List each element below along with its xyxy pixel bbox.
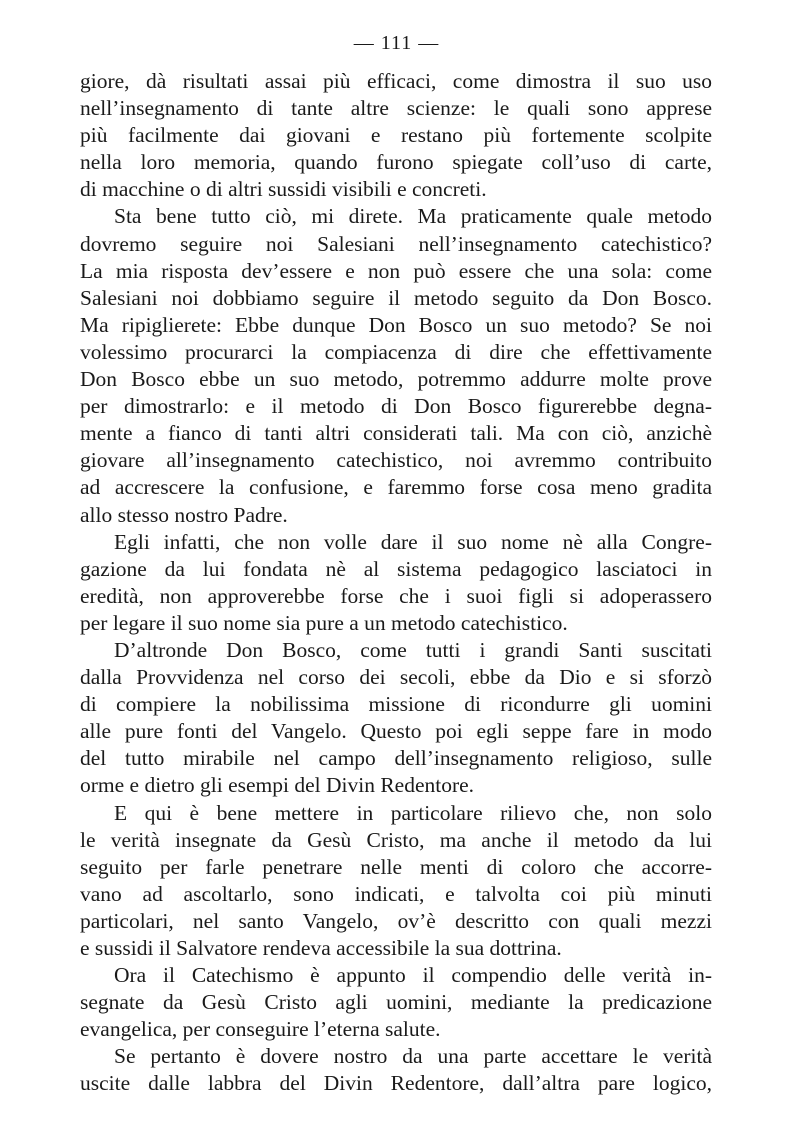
text-line: mente a fianco di tanti altri considerati tali. Ma con ciò, anzichè <box>80 421 712 446</box>
text-line: giovare all’insegnamento catechistico, noi avremmo contribuito <box>80 448 712 473</box>
text-line: nella loro memoria, quando furono spiegate coll’uso di carte, <box>80 150 712 175</box>
text-line: segnate da Gesù Cristo agli uomini, mediante la predicazione <box>80 990 712 1015</box>
text-line: volessimo procurarci la compiacenza di dire che effettivamente <box>80 339 712 364</box>
text-line: Ma ripiglierete: Ebbe dunque Don Bosco un suo metodo? Se noi <box>80 312 712 337</box>
text-line: di macchine o di altri sussidi visibili e concreti. <box>80 177 487 202</box>
text-line: alle pure fonti del Vangelo. Questo poi egli seppe fare in modo <box>80 719 712 744</box>
text-line: Sta bene tutto ciò, mi direte. Ma praticamente quale metodo <box>114 204 712 229</box>
text-line: e sussidi il Salvatore rendeva accessibile la sua dottrina. <box>80 936 562 960</box>
text-line: Ora il Catechismo è appunto il compendio delle verità in- <box>114 963 712 988</box>
text-line: le verità insegnate da Gesù Cristo, ma anche il metodo da lui <box>80 827 712 852</box>
paragraph <box>80 68 712 203</box>
text-line: allo stesso nostro Padre. <box>80 502 288 527</box>
text-line: Don Bosco ebbe un suo metodo, potremmo addurre molte prove <box>80 367 712 392</box>
text-line: del tutto mirabile nel campo dell’insegnamento religioso, sulle <box>80 746 712 771</box>
text-line: per legare il suo nome sia pure a un metodo catechistico. <box>80 610 568 635</box>
paragraph <box>80 800 712 963</box>
text-line: Egli infatti, che non volle dare il suo nome nè alla Congre- <box>114 529 712 554</box>
text-line: ad accrescere la confusione, e faremmo forse cosa meno gradita <box>80 475 712 500</box>
text-line: orme e dietro gli esempi del Divin Redentore. <box>80 773 475 798</box>
text-line: Se pertanto è dovere nostro da una parte accettare le verità <box>114 1044 712 1069</box>
text-line: D’altronde Don Bosco, come tutti i grandi Santi suscitati <box>114 637 712 662</box>
text-line: di compiere la nobilissima missione di ricondurre gli uomini <box>80 692 712 717</box>
text-line: eredità, non approverebbe forse che i suoi figli si adoperassero <box>80 583 712 608</box>
paragraph <box>80 529 712 637</box>
body-text <box>80 68 712 1098</box>
paragraph <box>80 203 712 528</box>
text-line: particolari, nel santo Vangelo, ov’è descritto con quali mezzi <box>80 908 712 933</box>
text-line: E qui è bene mettere in particolare rilievo che, non solo <box>114 800 712 825</box>
text-line: dovremo seguire noi Salesiani nell’insegnamento catechistico? <box>80 231 712 256</box>
text-line: per dimostrarlo: e il metodo di Don Bosco figurerebbe degna- <box>80 394 712 419</box>
page-number: — 111 — <box>353 32 440 54</box>
text-line: evangelica, per conseguire l’eterna salute. <box>80 1017 441 1042</box>
text-line: giore, dà risultati assai più efficaci, come dimostra il suo uso <box>80 69 712 93</box>
paragraph <box>80 962 712 1043</box>
paragraph <box>80 1043 712 1097</box>
text-line: vano ad ascoltarlo, sono indicati, e talvolta coi più minuti <box>80 881 712 906</box>
text-line: dalla Provvidenza nel corso dei secoli, ebbe da Dio e si sforzò <box>80 665 712 690</box>
paragraph <box>80 637 712 800</box>
text-line: nell’insegnamento di tante altre scienze: le quali sono apprese <box>80 96 712 121</box>
text-line: uscite dalle labbra del Divin Redentore, dall’altra pare logico, <box>80 1071 712 1096</box>
text-line: più facilmente dai giovani e restano più fortemente scolpite <box>80 123 712 148</box>
text-line: Salesiani noi dobbiamo seguire il metodo seguito da Don Bosco. <box>80 285 712 310</box>
text-line: seguito per farle penetrare nelle menti di coloro che accorre- <box>80 854 712 879</box>
text-line: gazione da lui fondata nè al sistema pedagogico lasciatoci in <box>80 556 712 581</box>
text-line: La mia risposta dev’essere e non può essere che una sola: come <box>80 258 712 283</box>
